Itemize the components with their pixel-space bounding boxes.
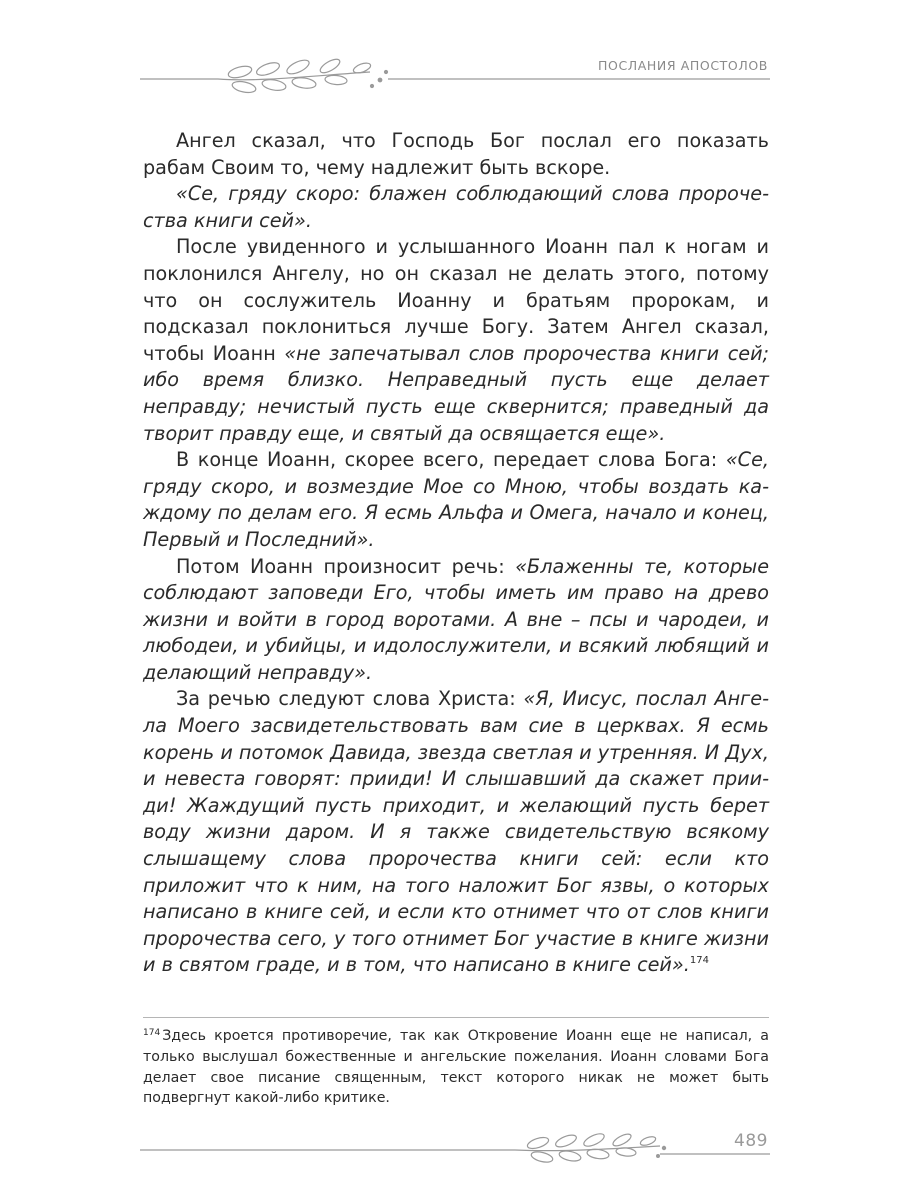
paragraph-text: За речью следуют слова Христа: [176,687,524,711]
page-number: 489 [734,1131,768,1151]
paragraph [143,686,769,979]
footnote-reference[interactable]: 174 [689,955,709,967]
bottom-laurel-ornament-icon [140,1130,770,1166]
paragraph-text: Ангел сказал, что Господь Бог послал его показать рабам Своим то, чему надлежит быть вскоре. [143,129,769,179]
paragraph-text: Потом Иоанн произносит речь: [176,554,516,578]
paragraph-text: В конце Иоанн, скорее всего, передает слова Бога: [176,448,726,472]
footnote-text: Здесь кроется противоречие, так как Откровение Иоанн еще не написал, а только выслушал божественные и ангельские пожелания. Иоанн словами Бога делает свое писание священным, текст которого никак не может быть подвергнут какой-либо критике. [143,1028,769,1107]
paragraph [143,181,769,234]
scripture-quote: «Я, Иисус, послал Ангела Моего засвидетельствовать вам сие в церквах. Я есмь корень и потомок Давида, звезда светлая и утренняя. И Дух, и невеста говорят: прииди! И слышавший да скажет прииди! Жаждущий пусть приходит, и желающий пусть берет воду жизни даром. И я также свидетельствую всякому слышащему слова пророчества книги сей: если кто приложит что к ним, на того наложит Бог язвы, о которых написано в книге сей, и если кто отнимет что от слов книги пророчества сего, у того отнимет Бог участие в книге жизни и в святом граде, и в том, что написано в книге сей». [143,687,769,977]
main-text [143,128,769,979]
footnote-marker: 174 [143,1028,161,1038]
top-laurel-ornament-icon [140,58,770,100]
footnote-divider [143,1017,769,1018]
scripture-quote: «Блаженны те, которые соблюдают заповеди Его, чтобы иметь им право на древо жизни и войти в город воротами. А вне – псы и чародеи, и любодеи, и убийцы, и идолослужители, и всякий любящий и делающий неправду». [143,554,770,684]
paragraph [143,554,769,687]
paragraph [143,234,769,447]
scripture-quote: «Се, гряду скоро, и возмездие Мое со Мною, чтобы воздать каждому по делам его. Я есмь Альфа и Омега, начало и конец, Первый и Последний». [143,448,769,551]
paragraph-text: После увиденного и услышанного Иоанн пал к ногам и поклонился Ангелу, но он сказал не делать этого, потому что он сослужитель Иоанну и братьям пророкам, и подсказал поклониться лучше Богу. Затем Ангел сказал, чтобы Иоанн [143,235,769,365]
scripture-quote: «не запечатывал слов пророчества книги сей; ибо время близко. Неправедный пусть еще делает неправду; нечистый пусть еще сквернится; праведный да творит правду еще, и святый да освящается еще». [143,341,770,445]
paragraph [143,128,769,181]
paragraph [143,447,769,553]
footnote [143,1026,769,1109]
scripture-quote: «Се, гряду скоро: блажен соблюдающий слова пророчества книги сей». [143,182,769,232]
running-head: ПОСЛАНИЯ АПОСТОЛОВ [598,58,768,73]
